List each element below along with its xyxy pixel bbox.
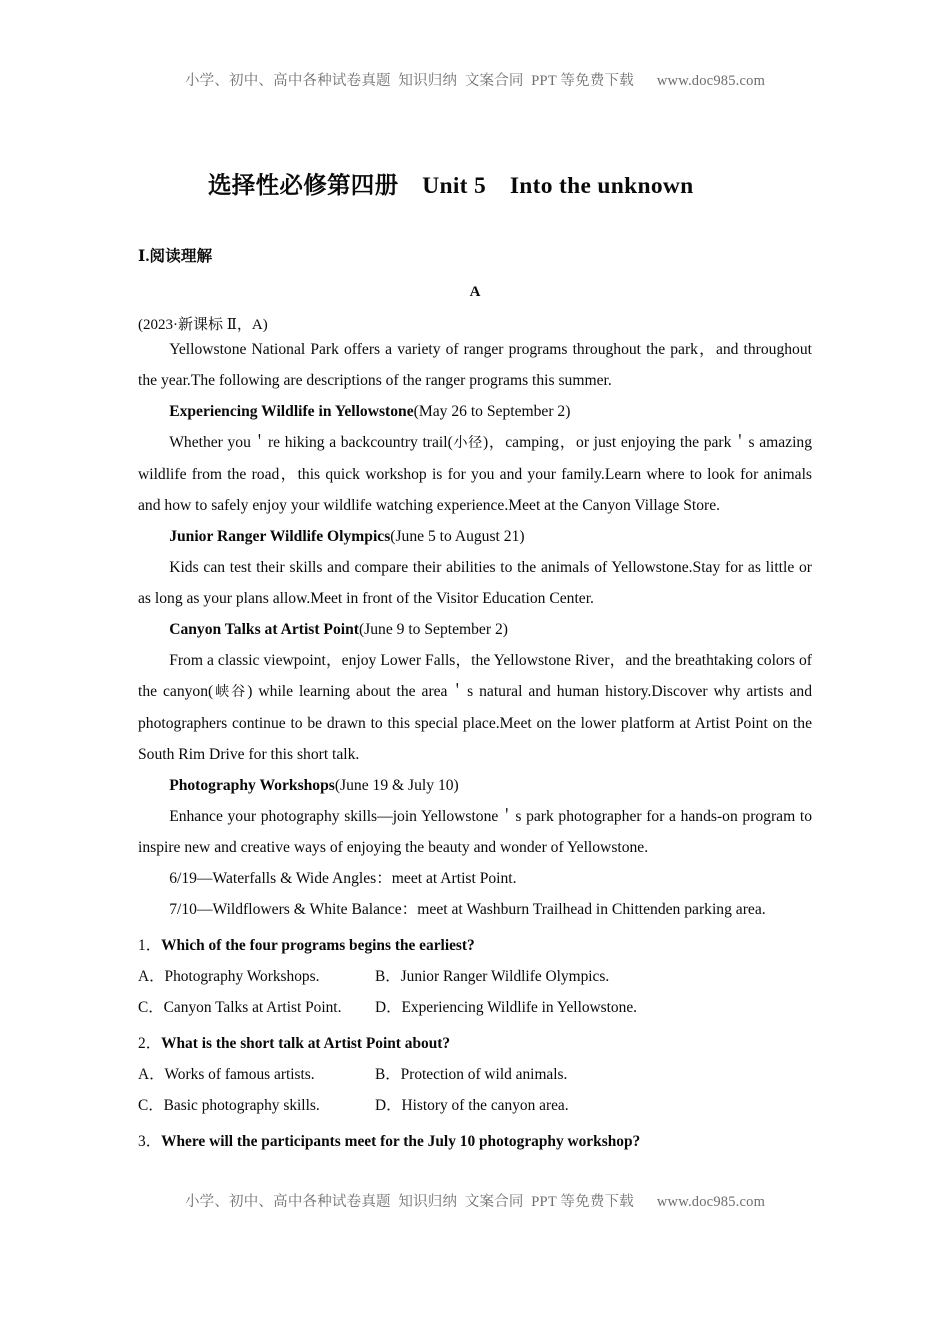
- option-a[interactable]: [138, 961, 375, 992]
- option-letter: B．: [375, 968, 401, 985]
- program-body-3: Enhance your photography skills—join Yellowstone＇s park photographer for a hands-on program to inspire new and creative ways of enjoying the beauty and wonder of Yellowstone.: [138, 808, 812, 856]
- footer-watermark: 小学、初中、高中各种试卷真题 知识归纳 文案合同 PPT 等免费下载 www.doc985.com: [184, 1194, 766, 1210]
- option-letter: A．: [138, 968, 165, 985]
- question-number: 3．: [138, 1133, 162, 1150]
- question-1: [138, 931, 812, 1023]
- option-text: Experiencing Wildlife in Yellowstone.: [401, 999, 637, 1016]
- program-dates: (June 19 & July 10): [334, 777, 459, 794]
- program-dates: (June 9 to September 2): [358, 621, 508, 638]
- question-stem: [138, 1127, 812, 1157]
- question-number: 1．: [138, 937, 162, 954]
- program-body-pre: Whether you＇re hiking a backcountry trail(: [169, 434, 453, 451]
- option-c[interactable]: [138, 1090, 375, 1121]
- program-dates: (June 5 to August 21): [390, 528, 525, 545]
- option-d[interactable]: [375, 1090, 775, 1121]
- program-heading-2: [138, 614, 812, 645]
- gloss-term: 峡谷: [213, 684, 248, 700]
- option-b[interactable]: [375, 1059, 775, 1090]
- question-stem: [138, 931, 812, 961]
- workshop-detail-0: 6/19—Waterfalls & Wide Angles：meet at Artist Point.: [169, 870, 517, 887]
- options-row: [138, 1059, 812, 1090]
- option-c[interactable]: [138, 992, 375, 1023]
- option-text: Works of famous artists.: [164, 1066, 315, 1083]
- workshop-detail-1: 7/10—Wildflowers & White Balance：meet at Washburn Trailhead in Chittenden parking area.: [169, 901, 766, 918]
- question-text: Where will the participants meet for the July 10 photography workshop?: [161, 1133, 641, 1150]
- options-row: [138, 1090, 812, 1121]
- option-a[interactable]: [138, 1059, 375, 1090]
- program-name: Junior Ranger Wildlife Olympics: [169, 528, 391, 545]
- option-letter: C．: [138, 1097, 164, 1114]
- option-letter: C．: [138, 999, 164, 1016]
- program-body-1: Kids can test their skills and compare their abilities to the animals of Yellowstone.Stay for as little or as long as your plans allow.Meet in front of the Visitor Education Center.: [138, 559, 812, 607]
- gloss-term: 小径: [452, 435, 483, 451]
- program-dates: (May 26 to September 2): [413, 403, 571, 420]
- program-body-post: )，camping，or just enjoying the park＇s amazing wildlife from the road，this quick workshop is for you and your family.Learn where to look for animals and how to safely enjoy your wildlife watching experience.Meet at the Canyon Village Store.: [138, 434, 813, 514]
- program-heading-0: [138, 396, 812, 427]
- question-text: What is the short talk at Artist Point about?: [161, 1035, 451, 1052]
- option-text: Protection of wild animals.: [400, 1066, 568, 1083]
- question-text: Which of the four programs begins the earliest?: [161, 937, 475, 954]
- question-3: [138, 1127, 812, 1157]
- option-letter: D．: [375, 999, 402, 1016]
- passage-intro: Yellowstone National Park offers a variety of ranger programs throughout the park，and throughout the year.The following are descriptions of the ranger programs this summer.: [138, 341, 812, 389]
- question-2: [138, 1029, 812, 1121]
- question-number: 2．: [138, 1035, 162, 1052]
- options-row: [138, 961, 812, 992]
- passage-label: A: [469, 284, 481, 300]
- option-b[interactable]: [375, 961, 775, 992]
- header-watermark: 小学、初中、高中各种试卷真题 知识归纳 文案合同 PPT 等免费下载 www.doc985.com: [184, 73, 766, 89]
- program-body-0: [138, 427, 812, 521]
- option-d[interactable]: [375, 992, 775, 1023]
- option-letter: A．: [138, 1066, 165, 1083]
- program-body-post: ) while learning about the area＇s natural and human history.Discover why artists and photographers continue to be drawn to this special place.Meet on the lower platform at Artist Point on the South Rim Drive for this short talk.: [138, 683, 813, 763]
- option-text: Photography Workshops.: [164, 968, 320, 985]
- program-heading-3: [138, 770, 812, 801]
- option-text: Canyon Talks at Artist Point.: [163, 999, 342, 1016]
- options-row: [138, 992, 812, 1023]
- option-text: History of the canyon area.: [401, 1097, 569, 1114]
- program-body-2: [138, 645, 812, 770]
- program-name: Experiencing Wildlife in Yellowstone: [169, 403, 414, 420]
- option-letter: D．: [375, 1097, 402, 1114]
- option-text: Basic photography skills.: [163, 1097, 320, 1114]
- program-heading-1: [138, 521, 812, 552]
- question-stem: [138, 1029, 812, 1059]
- page-title: 选择性必修第四册 Unit 5 Into the unknown: [208, 173, 694, 199]
- source-line: (2023·新课标 Ⅱ，A): [138, 317, 268, 333]
- program-body-pre: From a classic viewpoint，enjoy Lower Falls，the Yellowstone River，and the breathtaking colors of the canyon(: [138, 652, 812, 700]
- program-name: Photography Workshops: [169, 777, 335, 794]
- option-letter: B．: [375, 1066, 401, 1083]
- section-heading: Ⅰ.阅读理解: [138, 248, 213, 265]
- document-content: [138, 0, 812, 1157]
- option-text: Junior Ranger Wildlife Olympics.: [400, 968, 610, 985]
- program-name: Canyon Talks at Artist Point: [169, 621, 359, 638]
